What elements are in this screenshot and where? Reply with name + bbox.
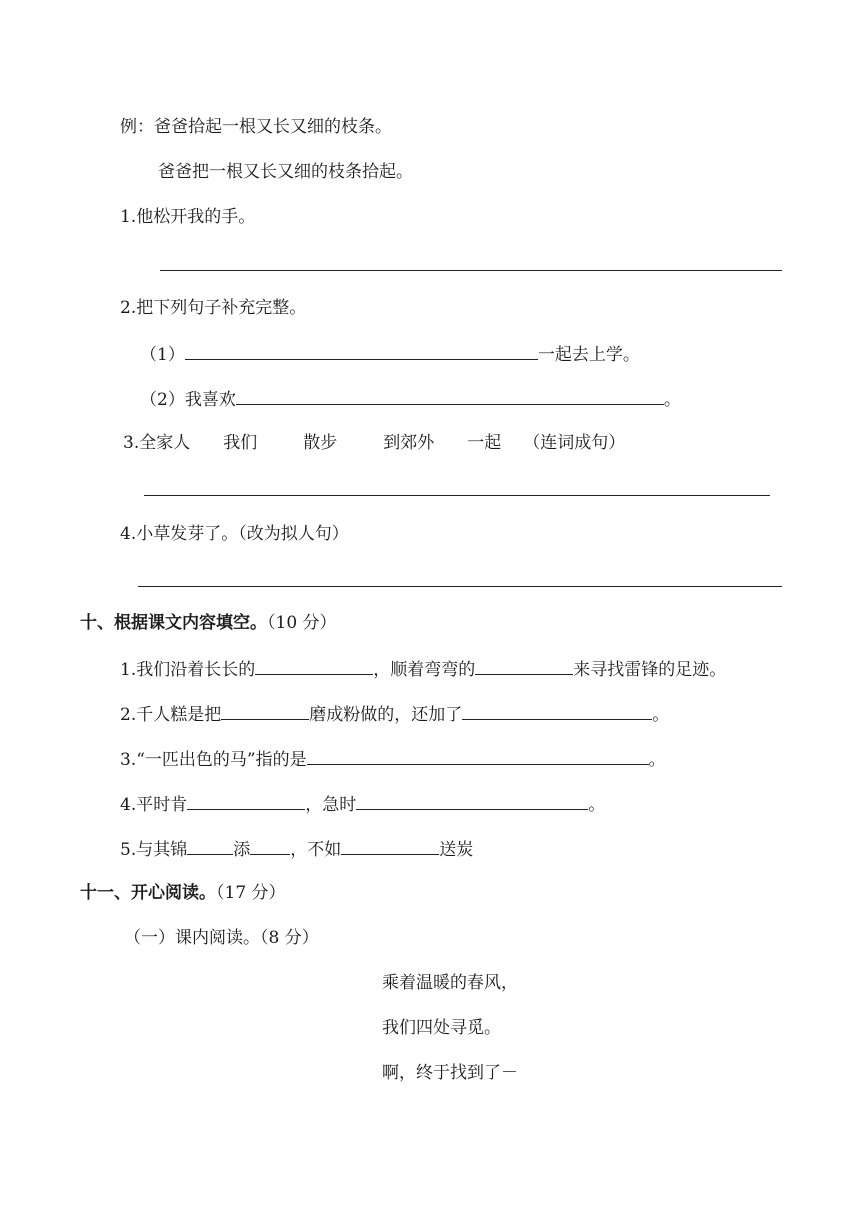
- section-11-sub-1: （一）课内阅读。（8 分）: [124, 928, 319, 948]
- item-3-blank[interactable]: [307, 747, 649, 765]
- item-5-text-c: ，不如: [290, 840, 342, 860]
- q3-word: 我们: [223, 433, 258, 453]
- q3-word: 到郊外: [383, 433, 435, 453]
- sentence-2-prefix: （2）我喜欢: [140, 390, 236, 410]
- example-line-1: 例：爸爸拾起一根又长又细的枝条。: [120, 117, 392, 137]
- item-5-text-b: 添: [233, 840, 251, 860]
- question-3: [123, 432, 625, 454]
- question-2-title: 2.把下列句子补充完整。: [120, 298, 307, 318]
- item-1-text-c: 来寻找雷锋的足迹。: [573, 660, 727, 680]
- item-5-blank-1[interactable]: [187, 837, 233, 855]
- sentence-2-blank[interactable]: [236, 387, 664, 405]
- item-1-text-a: 1.我们沿着长长的: [120, 660, 256, 680]
- q3-word: 一起: [467, 433, 502, 453]
- example-line-2: 爸爸把一根又长又细的枝条拾起。: [158, 162, 413, 182]
- item-3-text-b: 。: [648, 750, 666, 770]
- section-10-item-5: [120, 837, 473, 861]
- sentence-1-blank[interactable]: [185, 342, 538, 360]
- item-2-blank-2[interactable]: [462, 702, 652, 720]
- answer-line-q1[interactable]: [160, 270, 782, 271]
- q3-hint: （连词成句）: [523, 433, 626, 453]
- item-2-text-c: 。: [652, 705, 670, 725]
- section-11-title: 十一、开心阅读。: [80, 883, 216, 903]
- item-2-text-a: 2.千人糕是把: [120, 705, 222, 725]
- sentence-2-suffix: 。: [663, 390, 681, 410]
- item-4-text-a: 4.平时肯: [120, 795, 188, 815]
- item-5-text-d: 送炭: [439, 840, 474, 860]
- poem-line: 乘着温暖的春风，: [382, 973, 518, 993]
- item-1-text-b: ，顺着弯弯的: [373, 660, 476, 680]
- poem-line: 啊，终于找到了－: [382, 1063, 518, 1083]
- sentence-1-suffix: 一起去上学。: [537, 345, 640, 365]
- q3-word: 3.全家人: [123, 433, 191, 453]
- item-4-blank-2[interactable]: [356, 792, 588, 810]
- item-1-blank-1[interactable]: [255, 657, 373, 675]
- section-11-heading: [80, 882, 286, 904]
- section-10-title: 十、根据课文内容填空。: [80, 613, 267, 633]
- item-5-text-a: 5.与其锦: [120, 840, 188, 860]
- question-4: 4.小草发芽了。（改为拟人句）: [120, 524, 349, 544]
- item-2-text-b: 磨成粉做的，还加了: [309, 705, 463, 725]
- item-1-blank-2[interactable]: [475, 657, 573, 675]
- question-2-sentence-1: [140, 342, 640, 366]
- item-5-blank-2[interactable]: [250, 837, 290, 855]
- item-4-text-c: 。: [588, 795, 606, 815]
- section-11-score: （17 分）: [216, 883, 286, 903]
- section-10-item-1: [120, 657, 726, 681]
- item-4-text-b: ，急时: [305, 795, 357, 815]
- item-2-blank-1[interactable]: [221, 702, 309, 720]
- section-10-item-2: [120, 702, 669, 726]
- poem-line: 我们四处寻觅。: [382, 1018, 501, 1038]
- section-10-score: （10 分）: [267, 613, 337, 633]
- section-10-item-4: [120, 792, 605, 816]
- item-5-blank-3[interactable]: [341, 837, 439, 855]
- question-1: 1.他松开我的手。: [120, 207, 256, 227]
- q3-word: 散步: [303, 433, 338, 453]
- section-10-item-3: [120, 747, 666, 771]
- item-3-text-a: 3.“一匹出色的马”指的是: [120, 750, 307, 770]
- question-2-sentence-2: [140, 387, 681, 411]
- sentence-1-prefix: （1）: [140, 345, 185, 365]
- answer-line-q3[interactable]: [144, 495, 770, 496]
- item-4-blank-1[interactable]: [187, 792, 305, 810]
- section-10-heading: [80, 612, 337, 634]
- answer-line-q4[interactable]: [138, 586, 782, 587]
